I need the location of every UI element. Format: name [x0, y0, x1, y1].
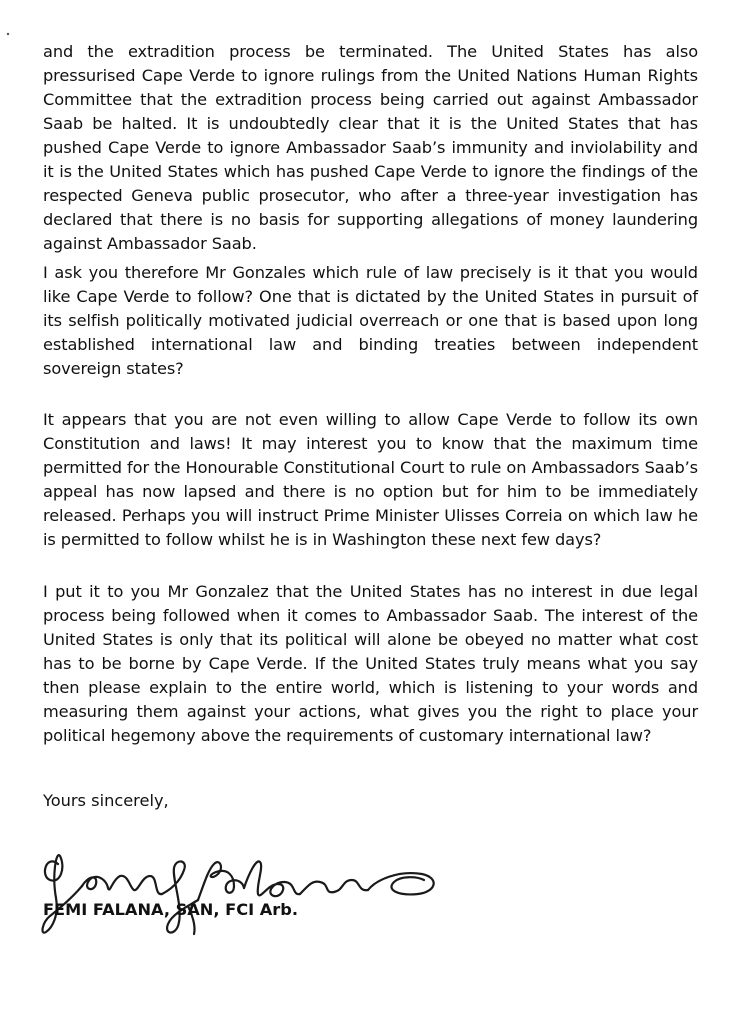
closing-salutation: Yours sincerely, — [43, 791, 169, 810]
letter-paragraph-4: I put it to you Mr Gonzalez that the United States has no interest in due legal process being followed when it comes to Ambassador Saab. The interest of the United States is only that its political will alone be obeyed no matter what cost has to be borne by Cape Verde. If the United States truly means what you say then please explain to the entire world, which is listening to your words and measuring them against your actions, what gives you the right to place your political hegemony above the requirements of customary international law? — [43, 582, 698, 745]
scan-speck — [6, 32, 10, 36]
letter-paragraph-3: It appears that you are not even willing to allow Cape Verde to follow its own Constitution and laws! It may interest you to know that the maximum time permitted for the Honourable Constitutional Court to rule on Ambassadors Saab’s appeal has now lapsed and there is no option but for him to be immediately released. Perhaps you will instruct Prime Minister Ulisses Correia on which law he is permitted to follow whilst he is in Washington these next few days? — [43, 410, 698, 549]
letter-paragraph-1: and the extradition process be terminated. The United States has also pressurised Cape Verde to ignore rulings from the United Nations Human Rights Committee that the extradition process being carried out against Ambassador Saab be halted. It is undoubtedly clear that it is the United States that has pushed Cape Verde to ignore Ambassador Saab’s immunity and inviolability and it is the United States which has pushed Cape Verde to ignore the findings of the respected Geneva public prosecutor, who after a three-year investigation has declared that there is no basis for supporting allegations of money laundering against Ambassador Saab. — [43, 42, 698, 253]
handwritten-signature — [38, 836, 438, 946]
letter-paragraph-2: I ask you therefore Mr Gonzales which rule of law precisely is it that you would like Cape Verde to follow? One that is dictated by the United States in pursuit of its selfish politically motivated judicial overreach or one that is based upon long established international law and binding treaties between independent sovereign states? — [43, 263, 698, 378]
signer-name: FEMI FALANA, SAN, FCI Arb. — [43, 900, 298, 919]
